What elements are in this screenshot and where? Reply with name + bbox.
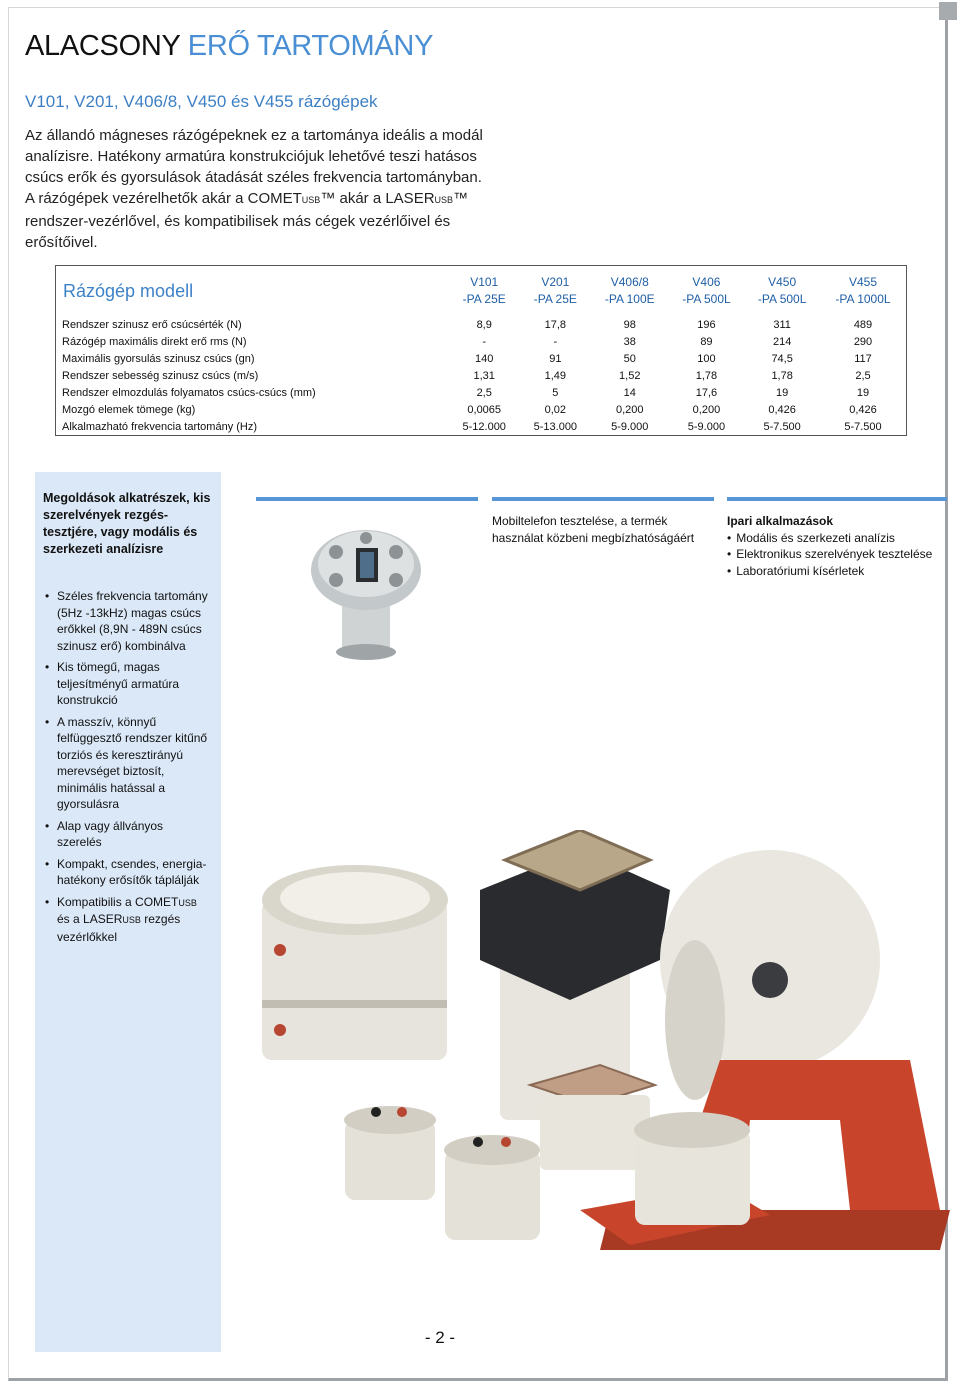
table-cell: 489 — [853, 318, 873, 331]
list-item: • Kompatibilis a COMETUSB és a LASERUSB rezgés vezérlőkkel — [35, 894, 221, 946]
divider-rule — [727, 497, 947, 501]
table-cell: 89 — [700, 335, 713, 348]
table-row — [56, 401, 907, 418]
column-header: V406/8 -PA 100E — [604, 275, 655, 306]
feature-list — [35, 588, 221, 950]
industry-title: Ipari alkalmazások — [727, 514, 834, 528]
row-label: Alkalmazható frekvencia tartomány (Hz) — [62, 420, 258, 433]
table-cell: 0,02 — [544, 403, 567, 416]
row-label: Rendszer elmozdulás folyamatos csúcs-csúcs (mm) — [62, 386, 316, 399]
table-cell: 100 — [697, 352, 716, 365]
row-label: Rendszer szinusz erő csúcsérték (N) — [62, 318, 242, 331]
list-item: • Modális és szerkezeti analízis — [727, 530, 947, 547]
table-cell: 5-13.000 — [533, 420, 578, 433]
table-cell: 91 — [549, 352, 562, 365]
table-cell: 214 — [772, 335, 792, 348]
table-cell: 19 — [856, 386, 870, 399]
table-cell: 0,426 — [768, 403, 796, 416]
table-cell: 1,78 — [695, 369, 718, 382]
table-cell: 2,5 — [855, 369, 871, 382]
table-cell: 5 — [552, 386, 559, 399]
table-cell: 8,9 — [476, 318, 492, 331]
table-cell: 290 — [853, 335, 873, 348]
shaker-family-image — [250, 830, 950, 1290]
table-cell: - — [553, 335, 558, 348]
divider-rule — [492, 497, 714, 501]
column-header: V201 -PA 25E — [533, 275, 577, 306]
table-cell: 0,0065 — [467, 403, 502, 416]
table-cell: 17,6 — [695, 386, 718, 399]
corner-marker — [939, 2, 957, 20]
table-cell: 5-9.000 — [687, 420, 726, 433]
table-cell: 5-7.500 — [763, 420, 801, 433]
row-label: Rendszer sebesség szinusz csúcs (m/s) — [62, 369, 259, 382]
table-cell: 17,8 — [544, 318, 567, 331]
table-cell: 140 — [475, 352, 494, 365]
column-header: V455 -PA 1000L — [835, 275, 891, 306]
spec-table — [55, 265, 907, 436]
list-item: • Kis tömegű, magas teljesítményű armatúra konstrukció — [35, 659, 221, 709]
table-cell: 1,52 — [619, 369, 641, 382]
table-cell: 5-12.000 — [462, 420, 506, 433]
column-header: V450 -PA 500L — [757, 275, 807, 306]
table-row — [56, 333, 907, 350]
row-label: Rázógép maximális direkt erő rms (N) — [62, 335, 247, 348]
features-sidebar — [35, 472, 221, 1352]
industry-block — [727, 513, 947, 579]
table-cell: 5-9.000 — [611, 420, 649, 433]
section-subtitle: V101, V201, V406/8, V450 és V455 rázógépek — [25, 92, 378, 111]
industry-list — [727, 530, 947, 580]
page-title: ALACSONY ERŐ TARTOMÁNY — [25, 30, 434, 62]
table-cell: 0,426 — [849, 403, 877, 416]
table-cell: 0,200 — [692, 403, 721, 416]
table-cell: 14 — [623, 386, 636, 399]
table-cell: 5-7.500 — [844, 420, 882, 433]
table-row — [56, 350, 907, 367]
model-label: Rázógép modell — [63, 280, 194, 301]
table-row — [56, 384, 907, 401]
row-label: Maximális gyorsulás szinusz csúcs (gn) — [62, 352, 255, 365]
table-cell: 1,78 — [771, 369, 793, 382]
list-item: • Elektronikus szerelvények tesztelése — [727, 546, 947, 563]
row-label: Mozgó elemek tömege (kg) — [62, 403, 196, 416]
intro-paragraph: Az állandó mágneses rázógépeknek ez a tartománya ideális a modál analízisre. Hatékony armatúra konstrukciójuk lehetővé teszi hatásos csúcs erők és gyorsulások átadását széles frekvencia tartományban. A rázógépek vezérelhetők akár a COMETUSB™ akár a LASERUSB™ rendszer-vezérlővel, és kompatibilisek más cégek vezérlőivel és erősítőivel. — [25, 127, 483, 251]
column-header: V101 -PA 25E — [462, 275, 506, 306]
table-row — [56, 367, 907, 384]
table-cell: 196 — [697, 318, 716, 331]
list-item: • Laboratóriumi kísérletek — [727, 563, 947, 580]
table-cell: 98 — [623, 318, 636, 331]
table-cell: 19 — [776, 386, 789, 399]
table-row — [56, 316, 907, 333]
table-header-row — [56, 266, 907, 317]
table-cell: - — [482, 335, 487, 348]
list-item: • Alap vagy állványos szerelés — [35, 818, 221, 851]
list-item: • Kompakt, csendes, energia-hatékony erősítők táplálják — [35, 856, 221, 889]
page-number: - 2 - — [424, 1328, 456, 1347]
list-item: • Széles frekvencia tartomány (5Hz -13kHz) magas csúcs erőkkel (8,9N - 489N csúcs szinusz erő) kombinálva — [35, 588, 221, 654]
divider-rule — [256, 497, 478, 501]
table-cell: 311 — [773, 318, 791, 331]
shaker-closeup-image — [300, 512, 430, 662]
table-cell: 38 — [623, 335, 636, 348]
table-cell: 0,200 — [615, 403, 644, 416]
column-header: V406 -PA 500L — [682, 275, 731, 306]
table-cell: 117 — [854, 352, 872, 365]
table-cell: 1,49 — [544, 369, 567, 382]
sidebar-title: Megoldások alkatrészek, kis szerelvények rezgés-tesztjére, vagy modális és szerkezeti analízisre — [43, 491, 211, 556]
table-row — [56, 418, 907, 436]
table-cell: 50 — [623, 352, 636, 365]
mobile-caption: Mobiltelefon tesztelése, a termék használat közbeni megbízhatóságáért — [492, 514, 695, 545]
table-cell: 74,5 — [771, 352, 793, 365]
table-cell: 1,31 — [473, 369, 495, 382]
table-cell: 2,5 — [476, 386, 492, 399]
list-item: • A masszív, könnyű felfüggesztő rendszer kitűnő torziós és keresztirányú merevséget biztosít, minimális hatással a gyorsulásra — [35, 714, 221, 813]
